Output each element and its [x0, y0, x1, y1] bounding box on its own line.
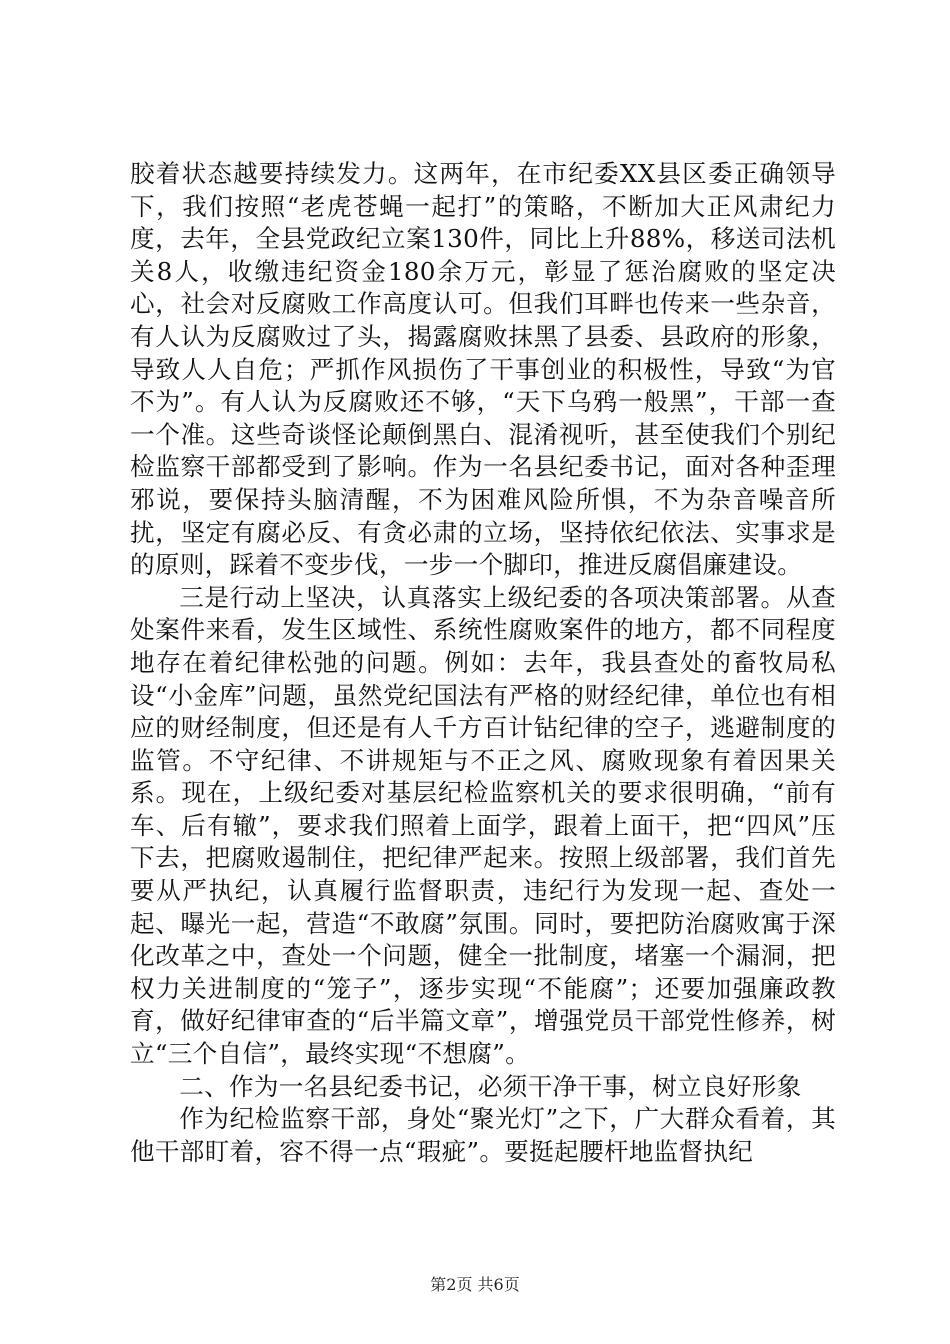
paragraph-section-two-intro: 作为纪检监察干部，身处“聚光灯”之下，广大群众看着，其他干部盯着，容不得一点“瑕疵”。要挺起腰杆地监督执纪	[130, 1104, 836, 1166]
paragraph-action-point-three: 三是行动上坚决，认真落实上级纪委的各项决策部署。从查处案件来看，发生区域性、系统性腐败案件的地方，都不同程度地存在着纪律松弛的问题。例如：去年，我县查处的畜牧局私设“小金库”问题，虽然党纪国法有严格的财经纪律，单位也有相应的财经制度，但还是有人千方百计钻纪律的空子，逃避制度的监管。不守纪律、不讲规矩与不正之风、腐败现象有着因果关系。现在，上级纪委对基层纪检监察机关的要求很明确，“前有车、后有辙”，要求我们照着上面学，跟着上面干，把“四风”压下去，把腐败遏制住，把纪律严起来。按照上级部署，我们首先要从严执纪，认真履行监督职责，违纪行为发现一起、查处一起、曝光一起，营造“不敢腐”氛围。同时，要把防治腐败寓于深化改革之中，查处一个问题，健全一批制度，堵塞一个漏洞，把权力关进制度的“笼子”，逐步实现“不能腐”；还要加强廉政教育，做好纪律审查的“后半篇文章”，增强党员干部党性修养，树立“三个自信”，最终实现“不想腐”。	[130, 582, 836, 1069]
section-heading-two: 二、作为一名县纪委书记，必须干净干事，树立良好形象	[179, 1071, 802, 1101]
document-body	[130, 158, 836, 1168]
paragraph-continuation: 胶着状态越要持续发力。这两年，在市纪委XX县区委正确领导下，我们按照“老虎苍蝇一起打”的策略，不断加大正风肃纪力度，去年，全县党政纪立案130件，同比上升88%，移送司法机关8人，收缴违纪资金180余万元，彰显了惩治腐败的坚定决心，社会对反腐败工作高度认可。但我们耳畔也传来一些杂音，有人认为反腐败过了头，揭露腐败抹黑了县委、县政府的形象，导致人人自危；严抓作风损伤了干事创业的积极性，导致“为官不为”。有人认为反腐败还不够，“天下乌鸦一般黑”，干部一查一个准。这些奇谈怪论颠倒黑白、混淆视听，甚至使我们个别纪检监察干部都受到了影响。作为一名县纪委书记，面对各种歪理邪说，要保持头脑清醒，不为困难风险所惧，不为杂音噪音所扰，坚定有腐必反、有贪必肃的立场，坚持依纪依法、实事求是的原则，踩着不变步伐，一步一个脚印，推进反腐倡廉建设。	[130, 159, 836, 580]
page-footer: 第2页 共6页	[430, 1275, 520, 1294]
